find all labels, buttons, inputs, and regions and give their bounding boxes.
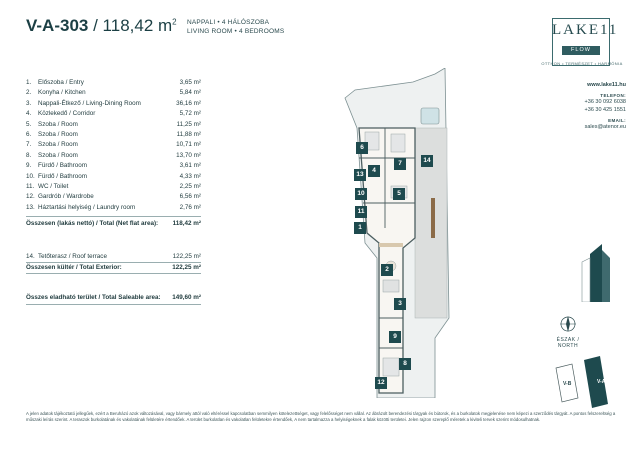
logo-flow: FLOW [562, 46, 600, 55]
subtitle-hu: NAPPALI • 4 HÁLÓSZOBA [187, 19, 270, 26]
room-num: 13. [26, 203, 35, 211]
floor-plan [335, 68, 465, 398]
building-side [602, 250, 610, 302]
room-name: Fürdő / Bathroom [38, 162, 87, 170]
room-name: Szoba / Room [38, 130, 78, 138]
phone-2[interactable]: +36 30 425 1551 [584, 106, 626, 113]
room-row [26, 88, 201, 98]
room-area: 4,33 m² [179, 172, 201, 180]
room-name: Szoba / Room [38, 141, 78, 149]
room-area: 5,72 m² [179, 110, 201, 118]
room-area: 2,76 m² [179, 203, 201, 211]
building-silhouette [580, 236, 620, 302]
room-num: 1. [26, 79, 32, 86]
room-area: 13,70 m² [176, 151, 201, 159]
room-badge-10: 10 [355, 188, 367, 200]
divider [26, 216, 201, 217]
room-badge-4: 4 [368, 165, 380, 177]
room-badge-13: 13 [354, 169, 366, 181]
room-name: Szoba / Room [38, 120, 78, 128]
room-badge-9: 9 [389, 331, 401, 343]
room-row [26, 161, 201, 171]
bed [391, 134, 405, 152]
sofa [383, 280, 399, 292]
room-num: 8. [26, 151, 32, 159]
room-num: 5. [26, 120, 32, 128]
room-name: Közlekedő / Corridor [38, 110, 96, 118]
building-tower [590, 244, 602, 302]
net-total-row [26, 219, 201, 229]
room-num: 7. [26, 141, 32, 149]
unit-area: 118,42 m [102, 16, 173, 35]
north-label: ÉSZAK / NORTH [556, 337, 580, 349]
room-row [26, 120, 201, 130]
room-row [26, 203, 201, 213]
room-num: 10. [26, 172, 35, 180]
terrace-row [26, 252, 201, 262]
room-name: Konyha / Kitchen [38, 89, 86, 97]
room-row [26, 130, 201, 140]
room-num: 12. [26, 193, 35, 201]
room-num: 9. [26, 162, 32, 170]
room-area: 10,71 m² [176, 141, 201, 149]
room-name: Előszoba / Entry [38, 79, 84, 86]
unit-subtitle [187, 18, 284, 36]
room-name: Fürdő / Bathroom [38, 172, 87, 180]
room-row [26, 99, 201, 109]
net-total-value: 118,42 m² [172, 220, 201, 228]
bed [383, 358, 399, 376]
unit-area-sup: 2 [172, 17, 177, 27]
exterior-block [26, 252, 201, 274]
room-badge-6: 6 [356, 142, 368, 154]
room-num: 4. [26, 110, 32, 118]
room-area: 2,25 m² [179, 182, 201, 190]
room-name: Háztartási helyiség / Laundry room [38, 203, 136, 211]
divider [26, 273, 201, 274]
room-row [26, 78, 201, 88]
key-plan [548, 354, 628, 414]
terrace-table [431, 198, 435, 238]
logo-text: LAKE11 [552, 22, 619, 38]
room-area: 11,88 m² [176, 130, 201, 138]
room-name: Szoba / Room [38, 151, 78, 159]
room-badge-5: 5 [393, 188, 405, 200]
room-badge-8: 8 [399, 358, 411, 370]
room-num: 6. [26, 130, 32, 138]
disclaimer: A jelen adatok tájékoztató jellegűek, ezért a Beruházó azok változásával, vagy bármely attól való eltéréssel kapcsolatban semmilyen kötelezettséget, vagy felelősséget nem vállal. Az ábrázolt berendezési tárgyak és bútorok, és a burkolatok megjelenése nem képezi a szerződés tárgyát. A pontos felszereltség a műszaki leírás szerint. A teraszok burkolatának és vakolatának felületére értendőek. A terület burkolatlan és vakolatlan felületekre értendőek, A nem tartalmazza a helyiségeknek a falak közötti területei. Jelen rajzon szereplő méretek a kiviteli tervek szerint módosulhatnak. [26, 411, 616, 422]
room-area: 11,25 m² [176, 120, 201, 128]
room-num: 3. [26, 99, 32, 107]
email-link[interactable]: sales@atenor.eu [584, 124, 626, 131]
floor-strip [379, 243, 403, 247]
divider [26, 304, 201, 305]
room-row [26, 172, 201, 182]
saleable-total-row [26, 294, 201, 301]
room-badge-7: 7 [394, 158, 406, 170]
room-badge-3: 3 [394, 298, 406, 310]
saleable-total-value: 149,60 m² [172, 294, 201, 301]
building-outline [582, 258, 590, 302]
hot-tub [421, 108, 439, 124]
room-badge-2: 2 [381, 264, 393, 276]
email-label: EMAIL: [608, 117, 626, 123]
room-area: 6,56 m² [179, 193, 201, 201]
exterior-total-value: 122,25 m² [172, 264, 201, 272]
contact-block [506, 82, 626, 131]
room-name: Nappali-Étkező / Living-Dining Room [38, 99, 141, 107]
room-badge-14: 14 [421, 155, 433, 167]
phone-1[interactable]: +36 30 092 6038 [584, 99, 626, 106]
terrace-num: 14. [26, 253, 35, 260]
saleable-total-label: Összes eladható terület / Total Saleable area: [26, 294, 161, 301]
room-name: Gardrób / Wardrobe [38, 193, 94, 201]
exterior-total-label: Összesen kültér / Total Exterior: [26, 264, 122, 272]
logo-tagline: OTTHON • TERMÉSZET • HARMÓNIA [541, 61, 623, 66]
room-badge-1: 1 [354, 222, 366, 234]
room-row [26, 109, 201, 119]
area-separator: / [88, 16, 103, 35]
room-name: WC / Toilet [38, 182, 69, 190]
room-row [26, 182, 201, 192]
room-num: 11. [26, 182, 35, 190]
room-num: 2. [26, 89, 32, 97]
room-row [26, 151, 201, 161]
room-area: 36,16 m² [176, 99, 201, 107]
unit-code: V-A-303 [26, 16, 89, 35]
subtitle-en: LIVING ROOM • 4 BEDROOMS [187, 28, 285, 35]
room-row [26, 140, 201, 150]
website-link[interactable]: www.lake11.hu [587, 82, 626, 88]
room-area: 5,84 m² [179, 89, 201, 97]
unit-title [26, 16, 177, 36]
compass-icon [558, 314, 578, 334]
room-badge-12: 12 [375, 377, 387, 389]
room-list [26, 78, 201, 229]
room-row [26, 192, 201, 202]
phone-label: TELEFON: [600, 93, 626, 99]
room-badge-11: 11 [355, 206, 367, 218]
terrace-value: 122,25 m² [172, 253, 201, 260]
exterior-total-row [26, 263, 201, 273]
room-area: 3,65 m² [179, 79, 201, 86]
room-area: 3,61 m² [179, 162, 201, 170]
net-total-label: Összesen (lakás nettó) / Total (Net flat area): [26, 220, 159, 228]
terrace-label: Tetőterasz / Roof terrace [38, 253, 107, 260]
keyplan-vb-label: V-B [563, 381, 572, 387]
keyplan-va-label: V-A [597, 379, 606, 385]
